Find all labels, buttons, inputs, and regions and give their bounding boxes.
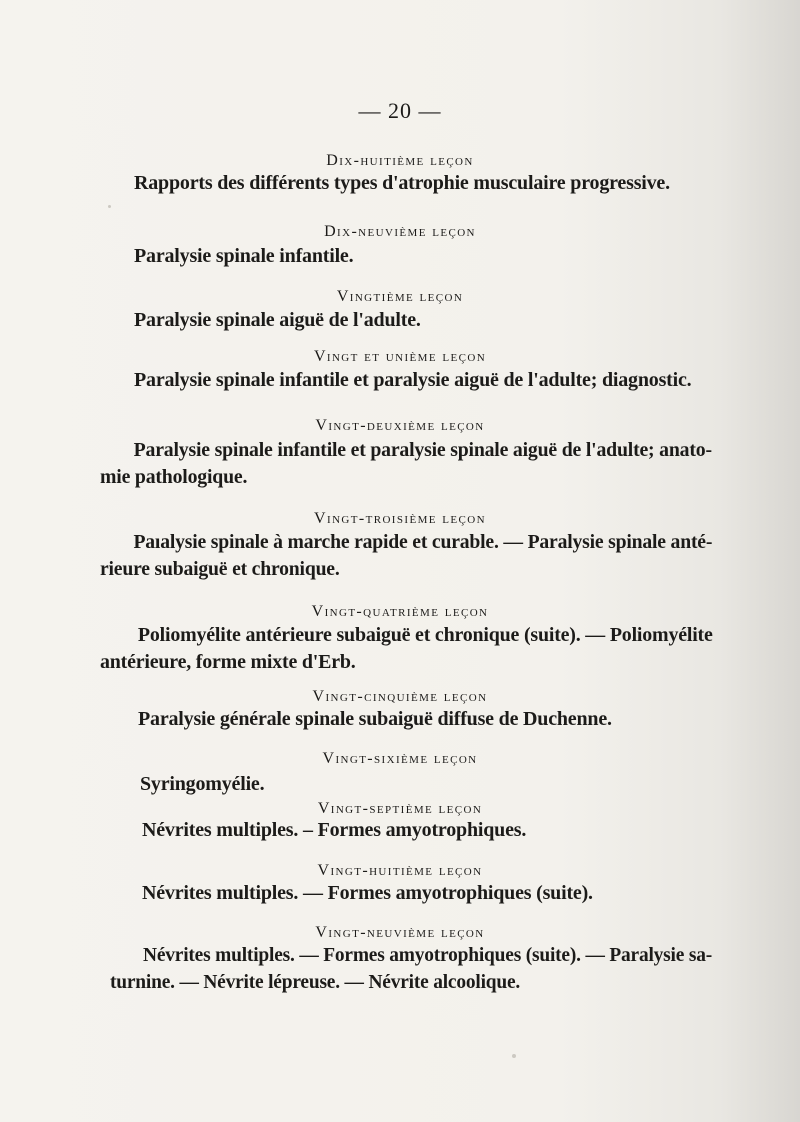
section-heading: Vingt-cinquième leçon	[312, 688, 488, 705]
section-text	[142, 880, 593, 907]
text-line: Névrites multiples. — Formes amyotrophiques (suite). — Paralysie sa-	[143, 944, 712, 966]
text-line: Névrites multiples. – Formes amyotrophiques.	[142, 819, 527, 841]
text-line: Paralysie générale spinale subaiguë diffuse de Duchenne.	[138, 708, 612, 730]
text-line: Paralysie spinale aiguë de l'adulte.	[134, 309, 421, 331]
text-line: Paıalysie spinale à marche rapide et curable. — Paralysie spinale anté-	[133, 531, 713, 553]
text-line: Poliomyélite antérieure subaiguë et chronique (suite). — Poliomyélite	[137, 624, 713, 646]
section-heading: Dix-neuvième leçon	[324, 223, 476, 240]
section-text	[134, 307, 421, 334]
section-heading: Vingt-septième leçon	[317, 800, 483, 817]
section-text	[134, 367, 691, 394]
section-heading: Vingt-quatrième leçon	[311, 603, 489, 620]
section-heading: Vingt-deuxième leçon	[315, 417, 485, 434]
section-text	[134, 170, 670, 197]
section-text	[100, 529, 712, 583]
ink-speck	[512, 1054, 516, 1058]
text-line: Rapports des différents types d'atrophie musculaire progressive.	[134, 172, 670, 194]
section-heading: Vingtième leçon	[336, 288, 464, 305]
section-heading: Vingt-sixième leçon	[322, 750, 478, 767]
section-heading: Vingt-neuvième leçon	[315, 924, 485, 941]
text-line: turnine. — Névrite lépreuse. — Névrite alcoolique.	[110, 971, 521, 993]
page-number: — 20 —	[358, 98, 442, 123]
section-text	[142, 817, 526, 844]
text-line: antérieure, forme mixte d'Erb.	[100, 651, 356, 673]
section-text	[140, 771, 264, 798]
section-heading: Vingt et unième leçon	[313, 348, 487, 365]
text-line: Névrites multiples. — Formes amyotrophiques (suite).	[142, 882, 593, 904]
ink-speck	[108, 205, 111, 208]
section-heading: Vingt-troisième leçon	[314, 510, 486, 527]
text-line: mie pathologique.	[100, 466, 248, 488]
text-line: Paralysie spinale infantile et paralysie aiguë de l'adulte; diagnostic.	[134, 369, 692, 391]
section-text	[100, 437, 712, 491]
section-heading: Dix-huitième leçon	[326, 152, 474, 169]
text-line: Paralysie spinale infantile.	[134, 245, 354, 267]
text-line: Paralysie spinale infantile et paralysie spinale aiguë de l'adulte; anato-	[133, 439, 712, 461]
section-text	[134, 243, 353, 270]
text-line: rieure subaiguë et chronique.	[100, 558, 340, 580]
section-heading: Vingt-huitième leçon	[317, 862, 483, 879]
section-text	[138, 706, 612, 733]
section-text	[100, 622, 713, 676]
text-line: Syringomyélie.	[140, 773, 265, 795]
section-text	[110, 942, 712, 996]
